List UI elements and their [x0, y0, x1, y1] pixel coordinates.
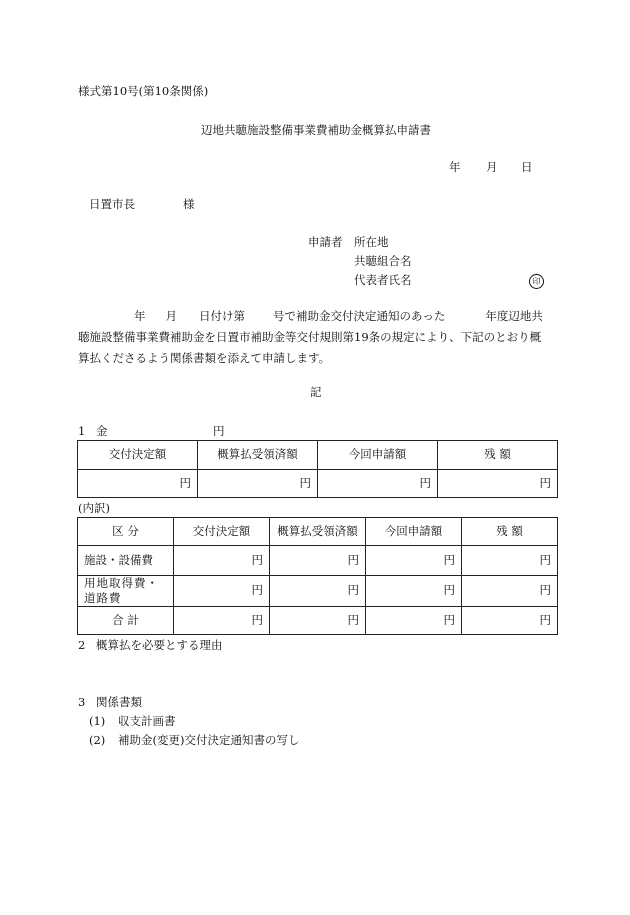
- addressee-honorific: 様: [183, 197, 195, 211]
- table-cell: 円: [270, 576, 366, 607]
- breakdown-header-category: 区 分: [78, 518, 174, 546]
- applicant-association-label: 共聴組合名: [354, 254, 412, 268]
- row-label: 施設・設備費: [78, 546, 174, 576]
- amount-header-decided: 交付決定額: [78, 441, 198, 470]
- section1-number: 1: [78, 424, 86, 438]
- list-item-number: (1): [89, 714, 106, 728]
- list-item: 収支計画書: [118, 714, 176, 728]
- amount-header-received: 概算払受領済額: [198, 441, 318, 470]
- applicant-representative-label: 代表者氏名: [354, 273, 412, 287]
- table-cell: 円: [462, 546, 558, 576]
- body-line-2: 聴施設整備事業費補助金を日置市補助金等交付規則第19条の規定により、下記のとおり概: [78, 330, 542, 344]
- table-cell: 円: [366, 607, 462, 635]
- table-row: [78, 576, 558, 607]
- breakdown-header-remaining: 残 額: [462, 518, 558, 546]
- seal-mark-icon: 印: [529, 274, 544, 289]
- section3-label: 関係書類: [96, 695, 142, 709]
- breakdown-header-requested: 今回申請額: [366, 518, 462, 546]
- amount-cell-received: 円: [198, 470, 318, 498]
- row-label-total: 合 計: [78, 607, 174, 635]
- table-cell: 円: [270, 546, 366, 576]
- document-title: 辺地共聴施設整備事業費補助金概算払申請書: [201, 123, 431, 137]
- date-day: 日: [521, 160, 533, 174]
- list-item: 補助金(変更)交付決定通知書の写し: [118, 733, 300, 747]
- amount-cell-decided: 円: [78, 470, 198, 498]
- addressee-name: 日置市長: [89, 197, 135, 211]
- date-month: 月: [486, 160, 498, 174]
- ki-heading: 記: [310, 385, 322, 399]
- body-line-1: 年 月 日付け第 号で補助金交付決定通知のあった 年度辺地共: [134, 309, 543, 323]
- list-item-number: (2): [89, 733, 106, 747]
- table-cell: 円: [462, 576, 558, 607]
- date-year: 年: [449, 160, 461, 174]
- section3-number: 3: [78, 695, 86, 709]
- applicant-label: 申請者: [308, 235, 343, 249]
- section1-unit: 円: [213, 424, 225, 438]
- table-row: [78, 607, 558, 635]
- table-cell: 円: [174, 576, 270, 607]
- amount-header-remaining: 残 額: [438, 441, 558, 470]
- section2-number: 2: [78, 638, 86, 652]
- row-label: 用地取得費・道路費: [78, 576, 174, 607]
- table-row: [78, 546, 558, 576]
- table-cell: 円: [366, 576, 462, 607]
- table-cell: 円: [174, 607, 270, 635]
- section2-label: 概算払を必要とする理由: [96, 638, 223, 652]
- table-cell: 円: [270, 607, 366, 635]
- breakdown-header-received: 概算払受領済額: [270, 518, 366, 546]
- table-cell: 円: [462, 607, 558, 635]
- breakdown-table: [77, 517, 558, 635]
- application-body: [78, 306, 558, 369]
- table-cell: 円: [366, 546, 462, 576]
- amount-cell-remaining: 円: [438, 470, 558, 498]
- amount-header-requested: 今回申請額: [318, 441, 438, 470]
- amount-table: [77, 440, 558, 498]
- breakdown-label: (内訳): [78, 501, 110, 515]
- body-line-3: 算払くださるよう関係書類を添えて申請します。: [78, 351, 331, 365]
- applicant-address-label: 所在地: [354, 235, 389, 249]
- section1-label: 金: [96, 424, 108, 438]
- breakdown-header-decided: 交付決定額: [174, 518, 270, 546]
- table-cell: 円: [174, 546, 270, 576]
- amount-cell-requested: 円: [318, 470, 438, 498]
- form-number: 様式第10号(第10条関係): [78, 84, 209, 98]
